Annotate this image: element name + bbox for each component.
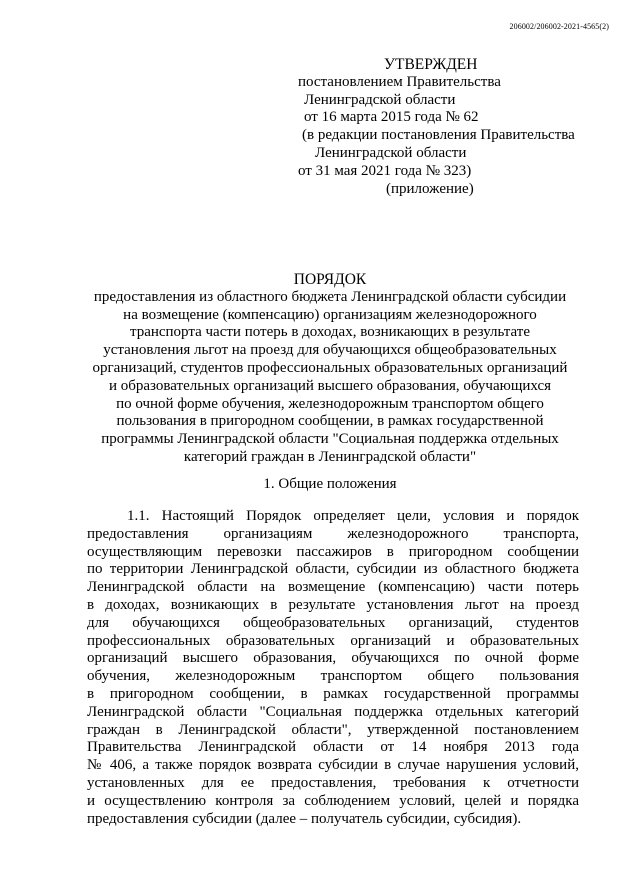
paragraph-1-1 <box>87 508 579 828</box>
approval-line: постановлением Правительства <box>298 73 501 90</box>
paragraph-line: 1.1. Настоящий Порядок определяет цели, условия и порядок <box>127 508 579 524</box>
title-line: на возмещение (компенсацию) организациям железнодорожного <box>123 306 537 323</box>
title-line: транспорта части потерь в доходах, возникающих в результате <box>129 324 531 341</box>
document-number: 206002/206002-2021-4565(2) <box>509 22 609 31</box>
title-line: программы Ленинградской области "Социальная поддержка отдельных <box>101 431 559 448</box>
paragraph-line: для обучающихся общеобразовательных организаций, студентов <box>87 614 579 631</box>
title-line: по очной форме обучения, железнодорожным транспортом общего <box>116 395 544 412</box>
approval-line: (в редакции постановления Правительства <box>302 127 575 144</box>
approval-line: (приложение) <box>386 180 474 197</box>
title-line: категорий граждан в Ленинградской области" <box>183 448 477 465</box>
title-line: предоставления из областного бюджета Ленинградской области субсидии <box>93 288 567 305</box>
paragraph-line: Правительства Ленинградской области от 14 ноября 2013 года <box>87 739 579 756</box>
title-line: и образовательных организаций высшего образования, обучающихся <box>108 377 552 394</box>
paragraph-line: и осуществлению контроля за соблюдением условий, целей и порядка <box>87 792 579 809</box>
approval-heading: УТВЕРЖДЕН <box>384 56 478 73</box>
paragraph-line: по территории Ленинградской области, субсидии из областного бюджета <box>87 561 579 578</box>
paragraph-line: граждан в Ленинградской области", утвержденной постановлением <box>87 721 579 738</box>
paragraph-line: в доходах, возникающих в результате установления льгот на проезд <box>87 596 579 613</box>
title-line: организаций, студентов профессиональных образовательных организаций <box>92 359 568 376</box>
approval-block <box>298 56 618 198</box>
paragraph-line: Ленинградской области "Социальная поддержка отдельных категорий <box>87 703 579 720</box>
paragraph-line: организаций высшего образования, обучающихся по очной форме <box>87 650 579 667</box>
paragraph-line: Ленинградской области на возмещение (компенсацию) части потерь <box>87 579 579 596</box>
paragraph-line: предоставления организациям железнодорожного транспорта, <box>87 525 579 542</box>
paragraph-line: в пригородном сообщении, в рамках государственной программы <box>87 685 579 702</box>
paragraph-line: обучения, железнодорожным транспортом общего пользования <box>87 668 579 685</box>
approval-line: Ленинградской области <box>304 91 456 108</box>
approval-line: от 16 марта 2015 года № 62 <box>304 109 479 126</box>
paragraph-line: осуществляющим перевозки пассажиров в пригородном сообщении <box>87 543 579 560</box>
title-heading: ПОРЯДОК <box>293 271 367 288</box>
title-line: пользования в пригородном сообщении, в рамках государственной <box>116 413 544 430</box>
paragraph-line: установленных для ее предоставления, требования к отчетности <box>87 774 579 791</box>
section-heading: 1. Общие положения <box>263 476 397 492</box>
approval-line: от 31 мая 2021 года № 323) <box>298 162 472 179</box>
paragraph-line: № 406, а также порядок возврата субсидии в случае нарушения условий, <box>87 757 579 774</box>
paragraph-line: профессиональных образовательных организаций и образовательных <box>87 632 579 649</box>
title-line: установления льгот на проезд для обучающихся общеобразовательных <box>103 342 557 359</box>
paragraph-line: предоставления субсидии (далее – получатель субсидии, субсидия). <box>87 810 522 827</box>
document-title <box>60 271 600 467</box>
approval-line: Ленинградской области <box>315 144 467 161</box>
